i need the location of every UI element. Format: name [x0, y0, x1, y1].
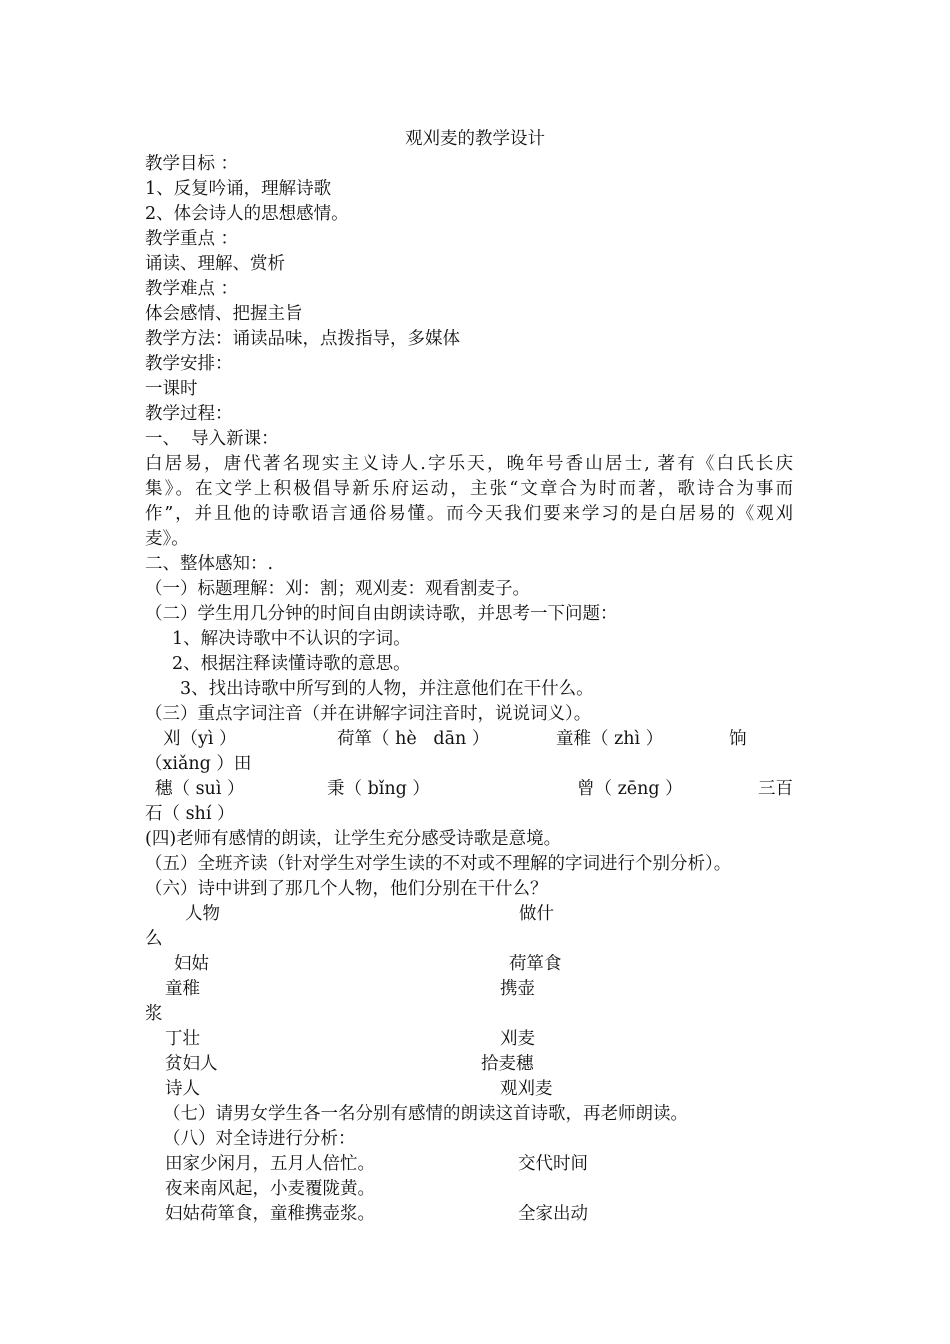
subsection-class-reading: （五）全班齐读（针对学生对学生读的不对或不理解的字词进行个别分析）。 [145, 854, 732, 874]
subsection-pair-reading: （七）请男女学生各一名分别有感情的朗读这首诗歌，再老师朗读。 [163, 1104, 688, 1124]
teaching-method: 教学方法：诵读品味，点拨指导，多媒体 [145, 329, 460, 349]
poem-line: 田家少闲月，五月人倍忙。 [165, 1154, 375, 1174]
poem-line: 妇姑荷箪食，童稚携壶浆。 [165, 1204, 375, 1224]
pinyin-item: 饷 [729, 729, 747, 749]
key-points-text: 诵读、理解、赏析 [145, 254, 285, 274]
subsection-characters: （六）诗中讲到了那几个人物，他们分别在干什么？ [145, 879, 548, 899]
table-cell-person: 诗人 [165, 1079, 200, 1099]
pinyin-item: 荷箪（ hè dān ） [337, 729, 490, 749]
table-header-action-wrap: 么 [145, 929, 163, 949]
process-heading: 教学过程： [145, 404, 233, 424]
table-cell-person: 丁壮 [165, 1029, 200, 1049]
subsection-title: （一）标题理解：刈：割；观刈麦：观看割麦子。 [145, 579, 530, 599]
question-item: 3、找出诗歌中所写到的人物，并注意他们在干什么。 [180, 679, 594, 699]
goal-item: 2、体会诗人的思想感情。 [145, 204, 349, 224]
intro-paragraph-line: 麦》。 [145, 529, 189, 549]
poem-note: 交代时间 [518, 1154, 588, 1174]
subsection-teacher-reading: (四)老师有感情的朗读，让学生充分感受诗歌是意境。 [145, 829, 562, 849]
key-points-heading: 教学重点 ： [145, 229, 239, 249]
intro-paragraph-line: 作”，并且他的诗歌语言通俗易懂。而今天我们要来学习的是白居易的《观刈 [145, 504, 793, 524]
table-cell-person: 童稚 [165, 979, 200, 999]
table-cell-action: 观刈麦 [500, 1079, 553, 1099]
document-title: 观刈麦的教学设计 [405, 129, 545, 149]
subsection-analysis: （八）对全诗进行分析： [163, 1129, 356, 1149]
table-header-person: 人物 [185, 904, 220, 924]
poem-note: 全家出动 [518, 1204, 588, 1224]
table-cell-action: 拾麦穗 [481, 1054, 534, 1074]
pinyin-item: 三百 [758, 779, 793, 799]
difficulty-text: 体会感情、把握主旨 [145, 304, 303, 324]
arrangement-heading: 教学安排： [145, 354, 233, 374]
table-cell-action-wrap: 浆 [145, 1004, 163, 1024]
pinyin-item: 刈（yì ） [163, 729, 237, 749]
table-cell-action: 刈麦 [500, 1029, 535, 1049]
arrangement-text: 一课时 [145, 379, 198, 399]
pinyin-item: 秉（ bǐng ） [327, 779, 430, 799]
pinyin-item: 穗（ suì ） [155, 779, 245, 799]
table-cell-person: 贫妇人 [165, 1054, 218, 1074]
section-1-heading: 一、 导入新课： [145, 429, 279, 449]
goals-heading: 教学目标 ： [145, 154, 239, 174]
pinyin-item: 童稚（ zhì ） [556, 729, 664, 749]
table-header-action: 做什 [519, 904, 554, 924]
difficulty-heading: 教学难点 ： [145, 279, 239, 299]
question-item: 1、解决诗歌中不认识的字词。 [172, 629, 411, 649]
intro-paragraph-line: 集》。在文学上积极倡导新乐府运动，主张“文章合为时而著，歌诗合为事而 [145, 479, 793, 499]
pinyin-item: （xiǎng ）田 [145, 754, 252, 774]
table-cell-person: 妇姑 [174, 954, 209, 974]
pinyin-item: 曾（ zēng ） [577, 779, 683, 799]
goal-item: 1、反复吟诵，理解诗歌 [145, 179, 332, 199]
intro-paragraph-line: 白居易，唐代著名现实主义诗人.字乐天，晚年号香山居士, 著有《白氏长庆 [145, 454, 793, 474]
pinyin-item: 石（ shí ） [145, 804, 235, 824]
poem-line: 夜来南风起，小麦覆陇黄。 [165, 1179, 375, 1199]
table-cell-action: 荷箪食 [509, 954, 562, 974]
question-item: 2、根据注释读懂诗歌的意思。 [172, 654, 411, 674]
subsection-pronunciation: （三）重点字词注音（并在讲解字词注音时，说说词义）。 [145, 704, 592, 724]
subsection-read-aloud: （二）学生用几分钟的时间自由朗读诗歌，并思考一下问题： [145, 604, 618, 624]
table-cell-action: 携壶 [500, 979, 535, 999]
section-2-heading: 二、整体感知：. [145, 554, 274, 574]
